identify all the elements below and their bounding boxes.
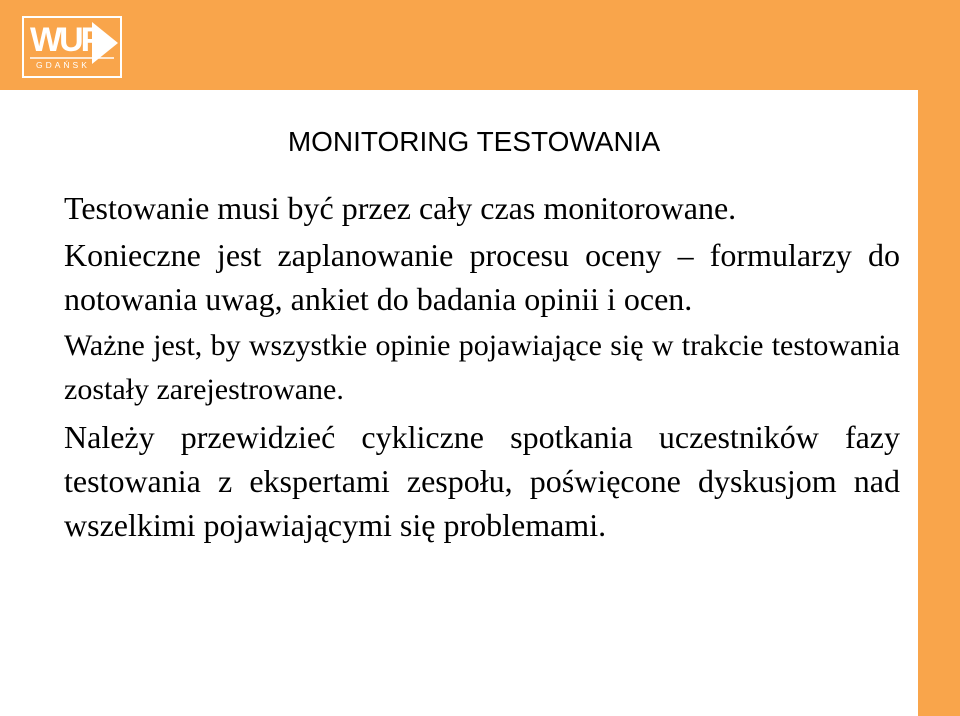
slide-title: MONITORING TESTOWANIA: [287, 126, 661, 157]
wup-logo: [22, 16, 122, 78]
paragraph-1: Testowanie musi być przez cały czas monitorowane.: [64, 190, 737, 226]
paragraph-4: Należy przewidzieć cykliczne spotkania uczestników fazy testowania z ekspertami zespołu, poświęcone dyskusjom nad wszelkimi pojawiającymi się problemami.: [64, 419, 900, 543]
slide-body: [64, 186, 900, 550]
logo-main-text: WUP: [30, 21, 101, 59]
paragraph-3: Ważne jest, by wszystkie opinie pojawiające się w trakcie testowania zostały zarejestrowane.: [64, 329, 900, 406]
logo-sub-text: GDAŃSK: [36, 60, 90, 70]
header-bar: [0, 0, 960, 90]
paragraph-2: Konieczne jest zaplanowanie procesu oceny – formularzy do notowania uwag, ankiet do badania opinii i ocen.: [64, 237, 900, 317]
right-accent-bar: [918, 90, 960, 716]
